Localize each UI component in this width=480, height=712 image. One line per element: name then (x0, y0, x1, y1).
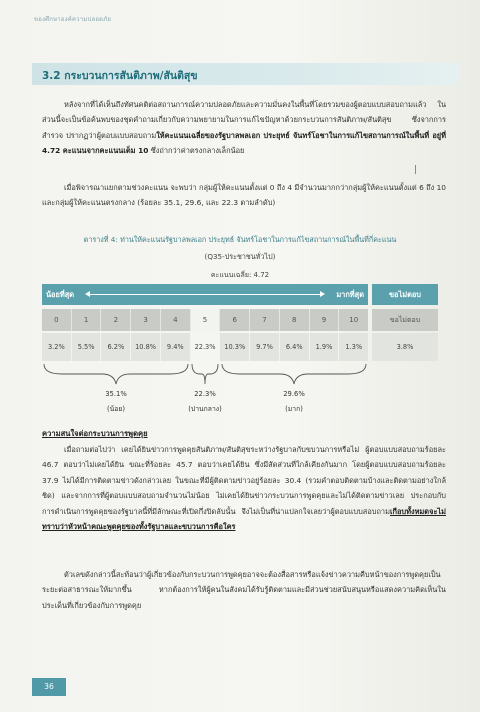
percent-cell: 1.9% (310, 333, 340, 361)
percent-cell-middle: 22.3% (191, 333, 221, 361)
paragraph-intro-tail: ซึ่งถ่ากว่าค่าตรงกลางเล็กน้อย (150, 146, 245, 156)
paragraph-intro-highlight: ให้คะแนนเฉลี่ยของรัฐบาลพลเอก ประยุทธ์ จันทร์โอชาในการแก้ไขสถานการณ์ในพื้นที่ อยู่ที่ 4.72 คะแนนจากคะแนนเต็ม 10 (42, 130, 446, 156)
text-cursor-mark (415, 165, 416, 174)
percent-cell: 6.4% (280, 333, 310, 361)
group-low-value: 35.1% (105, 390, 127, 398)
group-braces (42, 362, 368, 388)
score-cell: 2 (101, 309, 131, 331)
page-number: 36 (32, 678, 66, 696)
table-caption: ตารางที่ 4: ท่านให้คะแนนรัฐบาลพลเอก ประยุทธ์ จันทร์โอชาในการแก้ไขสถานการณ์ในพื้นที่กี่คะแนน (83, 235, 397, 244)
score-cell: 1 (72, 309, 102, 331)
percent-cell: 9.4% (161, 333, 191, 361)
group-middle-value: 22.3% (194, 390, 216, 398)
paragraph-score-ranges-text: เมื่อพิจารณาแยกตามช่วงคะแนน จะพบว่า กลุ่มผู้ให้คะแนนตั้งแต่ 0 ถึง 4 มีจำนวนมากกว่ากลุ่มผู้ให้คะแนนตั้งแต่ 6 ถึง 10 และกลุ่มผู้ให้คะแนนตรงกลาง (ร้อยละ 35.1, 29.6, และ 22.3 ตามลำดับ) (42, 183, 446, 208)
scale-low-label: น้อยที่สุด (46, 290, 75, 299)
percent-cell: 9.7% (250, 333, 280, 361)
paragraph-communication-text: ตัวเลขดังกล่าวนี้สะท้อนว่าผู้เกี่ยวข้องกับกระบวนการพูดคุยอาจจะต้องสื่อสารหรือแจ้งข่าวความคืบหน้าของการพูดคุยเป็นระยะต่อสาธารณะให้มากขึ้น หากต้องการให้ผู้คนในสังคมได้รับรู้ติดตามและมีส่วนช่วยสนับสนุนหรือแสดงความคิดเห็นในประเด็นที่เกี่ยวข้องกับการพูดคุย (42, 570, 446, 610)
arrow-right-icon (320, 291, 325, 297)
no-answer-score-cell: ขอไม่ตอบ (372, 309, 438, 331)
average-score: คะแนนเฉลี่ย: 4.72 (210, 271, 270, 279)
group-high-label: (มาก) (285, 405, 303, 413)
percent-row (42, 333, 368, 361)
no-answer-header: ขอไม่ตอบ (372, 284, 438, 305)
paragraph-talks-awareness-highlight: เกือบทั้งหมดจะไม่ทราบว่าหัวหน้าคณะพูดคุยของทั้งรัฐบาลและขบวนการคือใคร (42, 506, 446, 532)
score-cell: 3 (131, 309, 161, 331)
paragraph-score-ranges (42, 180, 446, 211)
percent-cell: 1.3% (339, 333, 368, 361)
percent-cell: 10.8% (131, 333, 161, 361)
subheading: ความสนใจต่อกระบวนการพูดคุย (42, 429, 148, 438)
score-row (42, 309, 368, 331)
brace-middle (192, 364, 218, 384)
brace-low (44, 364, 188, 384)
percent-cell: 10.3% (220, 333, 250, 361)
score-cell: 10 (339, 309, 368, 331)
group-middle-label: (ปานกลาง) (188, 405, 222, 413)
score-cell: 8 (280, 309, 310, 331)
score-cell: 4 (161, 309, 191, 331)
running-head: ของศึกษาองค์ความปลอดภัย (34, 16, 112, 23)
scale-header (42, 284, 368, 305)
score-cell-middle: 5 (191, 309, 221, 331)
percent-cell: 3.2% (42, 333, 72, 361)
scale-high-label: มากที่สุด (336, 290, 364, 299)
paragraph-communication (42, 567, 446, 613)
paragraph-talks-awareness (42, 442, 446, 534)
score-cell: 0 (42, 309, 72, 331)
group-high-value: 29.6% (283, 390, 305, 398)
no-answer-percent-cell: 3.8% (372, 333, 438, 361)
group-low-label: (น้อย) (106, 405, 125, 413)
paragraph-talks-awareness-text: เมื่อถามต่อไปว่า เคยได้ยินข่าวการพูดคุยสันติภาพ/สันติสุขระหว่างรัฐบาลกับขบวนการหรือไม่ ผู้ตอบแบบสอบถามร้อยละ 46.7 ตอบว่าไม่เคยได้ยิน ขณะที่ร้อยละ 45.7 ตอบว่าเคยได้ยิน ซึ่งมีสัดส่วนที่ใกล้เคียงกันมาก โดยผู้ตอบแบบสอบถามร้อยละ 37.9 ไม่ได้มีการติดตามข่าวดังกล่าวเลย ในขณะที่มีผู้ติดตามข่าวอยู่ร้อยละ 30.4 (รวมคำตอบติดตามบ้างและติดตามอย่างใกล้ชิด) และจากการที่ผู้ตอบแบบสอบถามจำนวนไม่น้อย ไม่เคยได้ยินข่าวกระบวนการพูดคุยและไม่ได้ติดตามข่าวเลย ประกอบกับการดำเนินการพูดคุยของรัฐบาลนี้ที่มีลักษณะที่เปิดกึ่งปิดลับนั้น จึงไม่เป็นที่น่าแปลกใจเลยว่าผู้ตอบแบบสอบถาม (42, 445, 446, 516)
table-subcaption: (Q35-ประชาชนทั่วไป) (204, 252, 276, 261)
score-cell: 9 (310, 309, 340, 331)
brace-high (222, 364, 366, 384)
scale-arrow-line (88, 294, 322, 295)
score-cell: 7 (250, 309, 280, 331)
paragraph-intro (42, 97, 446, 159)
score-cell: 6 (220, 309, 250, 331)
paragraph-intro-text: หลังจากที่ได้เห็นถึงทัศนคติต่อสถานการณ์ความปลอดภัยและความมั่นคงในพื้นที่โดยรวมของผู้ตอบแบบสอบถามแล้ว ในส่วนนี้จะเป็นข้อค้นพบของชุดคำถามเกี่ยวกับความพยายามในการแก้ไขปัญหาด้วยกระบวนการสันติภาพ/สันติสุข ซึ่งจากการสำรวจ ปรากฏว่าผู้ตอบแบบสอบถาม (42, 100, 446, 140)
percent-cell: 5.5% (72, 333, 102, 361)
percent-cell: 6.2% (101, 333, 131, 361)
section-title: 3.2 กระบวนการสันติภาพ/สันติสุข (42, 70, 198, 82)
